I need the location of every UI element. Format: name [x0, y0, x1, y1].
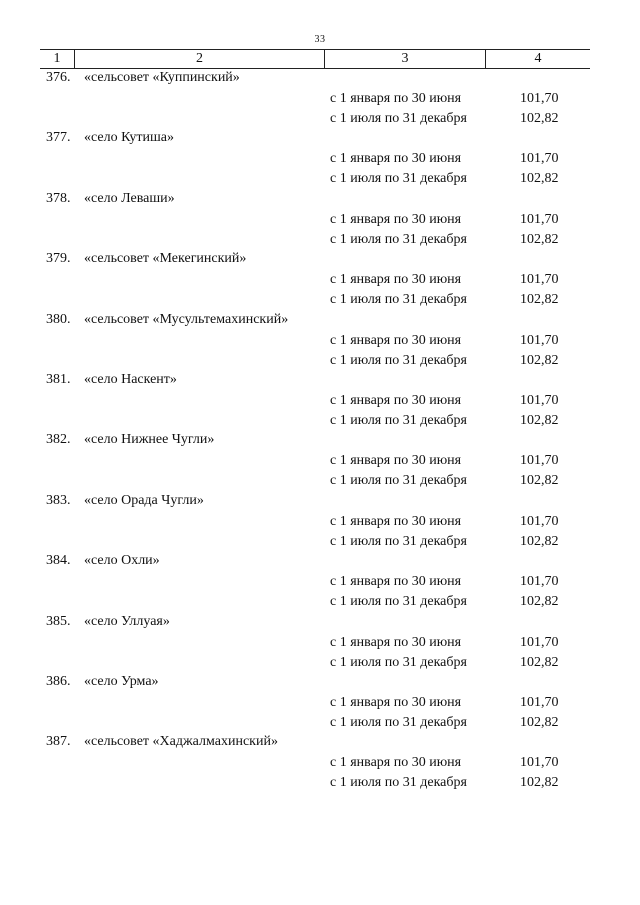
value-first-half: 101,70 [520, 453, 559, 469]
settlement-name: «сельсовет «Мусультемахинский» [84, 311, 289, 327]
table-row [0, 250, 640, 310]
value-second-half: 102,82 [520, 111, 559, 126]
settlement-name: «село Нижнее Чугли» [84, 432, 215, 448]
table-header [40, 49, 590, 69]
value-first-half: 101,70 [520, 634, 559, 650]
period-first-half: с 1 января по 30 июня [330, 211, 462, 227]
table-row [0, 673, 640, 733]
table-body [0, 69, 640, 794]
row-number: 377. [46, 130, 71, 146]
value-second-half: 102,82 [520, 412, 559, 428]
table-row [0, 733, 640, 793]
row-number: 380. [46, 311, 71, 327]
period-second-half: с 1 июля по 31 декабря [330, 352, 467, 368]
value-second-half: 102,82 [520, 473, 559, 489]
value-second-half: 102,82 [520, 231, 559, 247]
row-number: 386. [46, 673, 71, 689]
period-second-half: с 1 июля по 31 декабря [330, 171, 467, 187]
row-number: 379. [46, 251, 71, 267]
period-first-half: с 1 января по 30 июня [330, 272, 462, 288]
table-row [0, 190, 640, 250]
row-number: 383. [46, 492, 71, 508]
value-second-half: 102,82 [520, 594, 559, 610]
period-first-half: с 1 января по 30 июня [330, 453, 462, 469]
period-first-half: с 1 января по 30 июня [330, 755, 462, 771]
settlement-name: «сельсовет «Куппинский» [84, 70, 240, 85]
column-header-3: 3 [401, 51, 409, 66]
table-row [0, 613, 640, 673]
table-row [0, 552, 640, 612]
page-number: 33 [314, 34, 326, 45]
row-number: 384. [46, 553, 71, 569]
period-first-half: с 1 января по 30 июня [330, 91, 462, 106]
period-second-half: с 1 июля по 31 декабря [330, 654, 467, 670]
value-first-half: 101,70 [520, 332, 559, 348]
row-number: 378. [46, 190, 71, 206]
period-second-half: с 1 июля по 31 декабря [330, 594, 467, 610]
value-second-half: 102,82 [520, 775, 559, 791]
value-first-half: 101,70 [520, 574, 559, 590]
period-first-half: с 1 января по 30 июня [330, 634, 462, 650]
period-second-half: с 1 июля по 31 декабря [330, 111, 467, 126]
settlement-name: «сельсовет «Мекегинский» [84, 251, 247, 267]
value-first-half: 101,70 [520, 151, 559, 167]
period-first-half: с 1 января по 30 июня [330, 151, 462, 167]
value-first-half: 101,70 [520, 91, 559, 106]
period-second-half: с 1 июля по 31 декабря [330, 412, 467, 428]
table-row [0, 129, 640, 189]
table-row [0, 431, 640, 491]
value-first-half: 101,70 [520, 755, 559, 771]
period-second-half: с 1 июля по 31 декабря [330, 292, 467, 308]
row-number: 385. [46, 613, 71, 629]
row-number: 376. [46, 70, 71, 85]
value-first-half: 101,70 [520, 211, 559, 227]
value-second-half: 102,82 [520, 171, 559, 187]
table-row [0, 69, 640, 129]
period-second-half: с 1 июля по 31 декабря [330, 533, 467, 549]
settlement-name: «село Орада Чугли» [84, 492, 204, 508]
settlement-name: «село Наскент» [84, 371, 177, 387]
column-header-1: 1 [53, 51, 61, 66]
settlement-name: «село Уллуая» [84, 613, 170, 629]
period-second-half: с 1 июля по 31 декабря [330, 775, 467, 791]
settlement-name: «село Урма» [84, 673, 159, 689]
column-header-4: 4 [534, 51, 542, 66]
value-first-half: 101,70 [520, 392, 559, 408]
settlement-name: «село Охли» [84, 553, 160, 569]
value-first-half: 101,70 [520, 694, 559, 710]
row-number: 387. [46, 734, 71, 750]
value-second-half: 102,82 [520, 654, 559, 670]
table-row [0, 371, 640, 431]
table-row [0, 492, 640, 552]
period-second-half: с 1 июля по 31 декабря [330, 473, 467, 489]
column-header-2: 2 [196, 51, 203, 66]
settlement-name: «село Леваши» [84, 190, 175, 206]
period-first-half: с 1 января по 30 июня [330, 574, 462, 590]
value-first-half: 101,70 [520, 513, 559, 529]
row-number: 381. [46, 371, 71, 387]
settlement-name: «сельсовет «Хаджалмахинский» [84, 734, 278, 750]
period-second-half: с 1 июля по 31 декабря [330, 714, 467, 730]
value-second-half: 102,82 [520, 714, 559, 730]
period-first-half: с 1 января по 30 июня [330, 513, 462, 529]
period-first-half: с 1 января по 30 июня [330, 332, 462, 348]
settlement-name: «село Кутиша» [84, 130, 174, 146]
period-first-half: с 1 января по 30 июня [330, 694, 462, 710]
value-second-half: 102,82 [520, 352, 559, 368]
value-first-half: 101,70 [520, 272, 559, 288]
period-first-half: с 1 января по 30 июня [330, 392, 462, 408]
row-number: 382. [46, 432, 71, 448]
value-second-half: 102,82 [520, 533, 559, 549]
value-second-half: 102,82 [520, 292, 559, 308]
table-row [0, 311, 640, 371]
period-second-half: с 1 июля по 31 декабря [330, 231, 467, 247]
